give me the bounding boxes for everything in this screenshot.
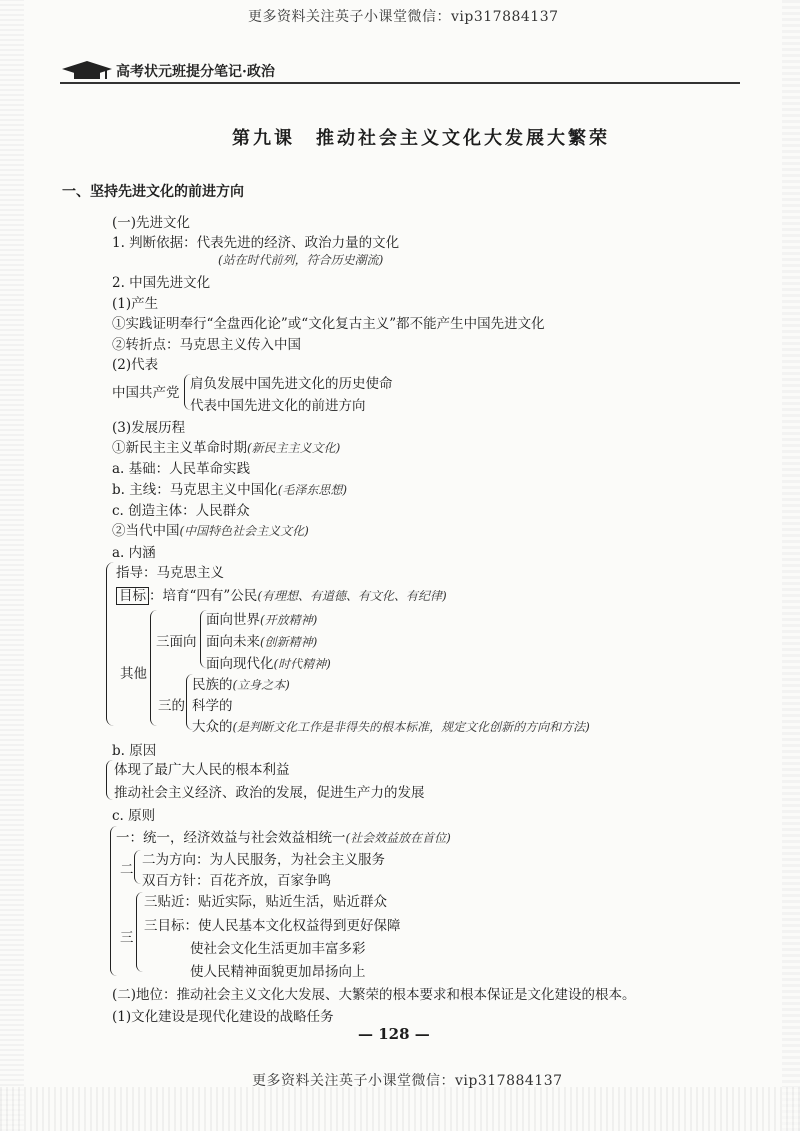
of-national-text: 民族的 xyxy=(192,677,233,693)
culture-status: (二)地位：推动社会主义文化大发展、大繁荣的根本要求和根本保证是文化建设的根本。 xyxy=(112,987,636,1003)
of-popular-note: (是判断文化工作是非得失的根本标准，规定文化创新的方向和方法) xyxy=(232,720,590,734)
principle-close: 三贴近：贴近实际，贴近生活，贴近群众 xyxy=(144,894,387,910)
new-democratic-period-text: ①新民主主义革命时期 xyxy=(112,440,247,456)
three-of-label: 三的 xyxy=(158,698,185,714)
mainline-text: b. 主线：马克思主义中国化 xyxy=(112,482,278,498)
goal-text: ：培育“四有”公民 xyxy=(149,588,258,604)
new-democratic-basis: a. 基础：人民革命实践 xyxy=(112,461,251,477)
connotation-guide: 指导：马克思主义 xyxy=(116,565,224,581)
principle-goals: 三目标：使人民基本文化权益得到更好保障 xyxy=(144,918,401,934)
origin-label: (1)产生 xyxy=(112,296,159,312)
top-watermark: 更多资料关注英子小课堂微信：vip317884137 xyxy=(248,9,559,25)
reason-2: 推动社会主义经济、政治的发展，促进生产力的发展 xyxy=(114,785,425,801)
principle-two: 二 xyxy=(120,862,134,878)
face-future-note: (创新精神) xyxy=(260,635,318,649)
principle-goals-3: 使人民精神面貌更加昂扬向上 xyxy=(190,964,366,980)
principle-unity-text: 一：统一，经济效益与社会效益相统一 xyxy=(116,830,346,846)
face-future xyxy=(206,630,317,650)
representative-subject: 中国共产党 xyxy=(112,385,180,401)
of-national xyxy=(192,673,290,693)
face-world xyxy=(206,608,317,628)
scan-noise-right xyxy=(782,0,800,1131)
new-democratic-period xyxy=(112,436,340,456)
principle-unity-note: (社会效益放在首位) xyxy=(345,831,451,845)
origin-point-1: ①实践证明奉行“全盘西化论”或“文化复古主义”都不能产生中国先进文化 xyxy=(112,316,545,332)
connotation-others: 其他 xyxy=(120,666,147,682)
goal-note: (有理想、有道德、有文化、有纪律) xyxy=(257,589,447,603)
connotation-label: a. 内涵 xyxy=(112,545,156,561)
face-modernization-text: 面向现代化 xyxy=(206,656,274,672)
principle-direction: 二为方向：为人民服务，为社会主义服务 xyxy=(142,852,385,868)
face-future-text: 面向未来 xyxy=(206,634,260,650)
scan-noise-bottom xyxy=(0,1087,800,1131)
new-democratic-period-note: (新民主主义文化) xyxy=(247,441,341,455)
three-faces-label: 三面向 xyxy=(156,634,197,650)
of-popular xyxy=(192,715,590,735)
principle-policy: 双百方针：百花齐放，百家争鸣 xyxy=(142,873,331,889)
judgement-note: (站在时代前列，符合历史潮流) xyxy=(218,253,384,267)
origin-point-2: ②转折点：马克思主义传入中国 xyxy=(112,337,301,353)
lesson-title: 第九课 推动社会主义文化大发展大繁荣 xyxy=(232,128,610,149)
culture-strategic-task: (1)文化建设是现代化建设的战略任务 xyxy=(112,1009,334,1025)
reason-1: 体现了最广大人民的根本利益 xyxy=(114,762,290,778)
contemporary-china-text: ②当代中国 xyxy=(112,523,180,539)
face-world-note: (开放精神) xyxy=(260,613,318,627)
new-democratic-subject: c. 创造主体：人民群众 xyxy=(112,503,250,519)
of-national-note: (立身之本) xyxy=(232,678,290,692)
reason-label: b. 原因 xyxy=(112,743,157,759)
others-brace xyxy=(150,610,157,726)
part1-heading: (一)先进文化 xyxy=(112,215,191,231)
new-democratic-mainline xyxy=(112,478,347,498)
principle-goals-2: 使社会文化生活更加丰富多彩 xyxy=(190,941,366,957)
principle-three: 三 xyxy=(120,930,134,946)
section-heading: 一、坚持先进文化的前进方向 xyxy=(62,184,244,200)
of-popular-text: 大众的 xyxy=(192,719,233,735)
face-world-text: 面向世界 xyxy=(206,612,260,628)
reason-brace xyxy=(106,760,113,800)
connotation-brace xyxy=(106,562,115,726)
representative-item-1: 肩负发展中国先进文化的历史使命 xyxy=(190,376,393,392)
scan-noise-left xyxy=(0,0,24,1131)
graduation-cap-logo xyxy=(60,59,114,81)
face-modernization-note: (时代精神) xyxy=(273,657,331,671)
page-number: — 128 — xyxy=(358,1025,430,1043)
representative-item-2: 代表中国先进文化的前进方向 xyxy=(190,398,366,414)
judgement-basis: 1. 判断依据：代表先进的经济、政治力量的文化 xyxy=(112,235,400,251)
principle-three-brace xyxy=(136,892,143,972)
principle-brace xyxy=(110,826,117,976)
contemporary-china-note: (中国特色社会主义文化) xyxy=(179,524,309,538)
book-header-title: 高考状元班提分笔记·政治 xyxy=(116,64,275,80)
principle-two-brace xyxy=(134,850,141,884)
connotation-goal xyxy=(116,584,447,604)
development-label: (3)发展历程 xyxy=(112,420,186,436)
representative-label: (2)代表 xyxy=(112,357,159,373)
page-number-value: 128 xyxy=(378,1025,410,1043)
mainline-note: (毛泽东思想) xyxy=(277,483,348,497)
principle-unity xyxy=(116,826,451,846)
china-advanced-culture: 2. 中国先进文化 xyxy=(112,275,211,291)
principle-label: c. 原则 xyxy=(112,808,156,824)
bottom-watermark: 更多资料关注英子小课堂微信：vip317884137 xyxy=(252,1073,563,1089)
goal-label-box: 目标 xyxy=(116,587,149,605)
face-modernization xyxy=(206,652,331,672)
of-scientific: 科学的 xyxy=(192,698,233,714)
header-rule xyxy=(60,82,740,84)
contemporary-china xyxy=(112,519,309,539)
